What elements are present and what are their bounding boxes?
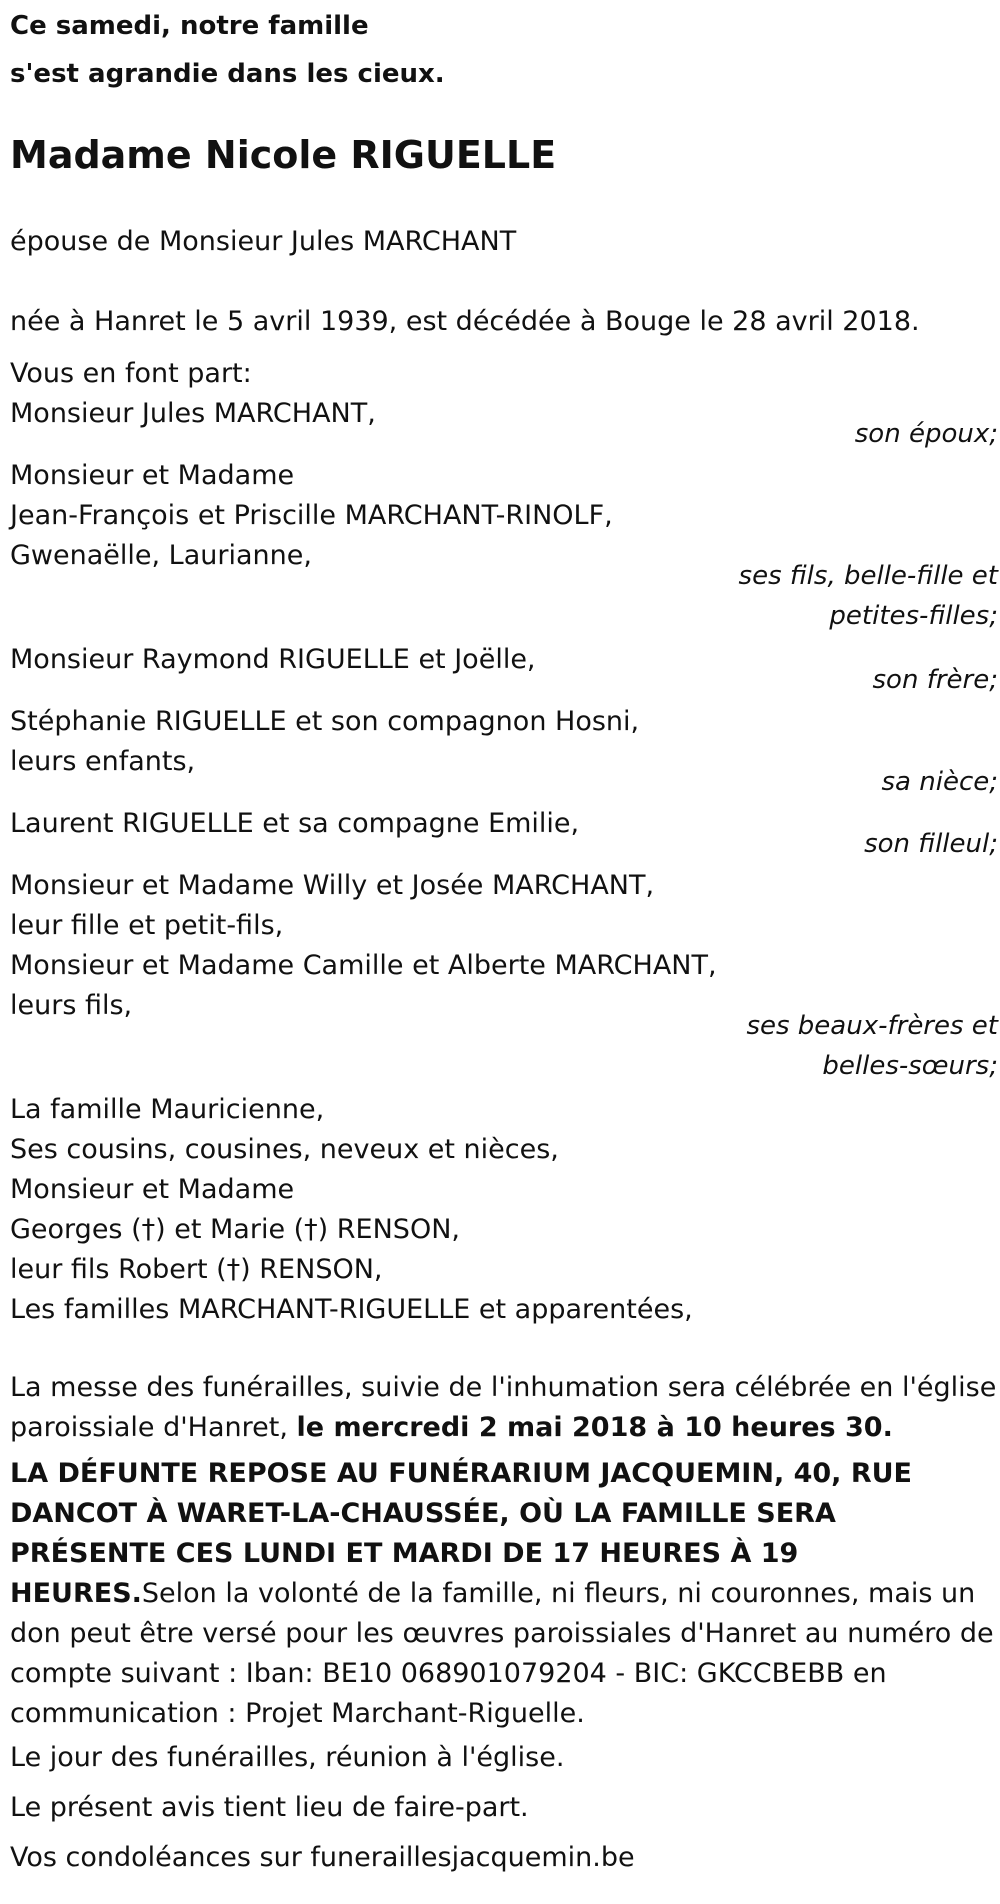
mass-date: le mercredi 2 mai 2018 à 10 heures 30.: [296, 1412, 893, 1443]
intro-line-2: s'est agrandie dans les cieux.: [10, 59, 445, 89]
family-line: Monsieur et Madame: [10, 1174, 295, 1205]
family-line: leur fils Robert (†) RENSON,: [10, 1254, 383, 1285]
family-line: Gwenaëlle, Laurianne,: [10, 540, 312, 571]
family-line: Stéphanie RIGUELLE et son compagnon Hosni,: [10, 706, 640, 737]
reposes-text: LA DÉFUNTE REPOSE AU FUNÉRARIUM JACQUEMIN, 40, RUE DANCOT À WARET-LA-CHAUSSÉE, OÙ LA FAMILLE SERA PRÉSENTE CES LUNDI ET MARDI DE 17 HEURES À 19 HEURES.: [10, 1458, 912, 1609]
family-relation: son frère;: [872, 665, 998, 695]
family-entry: [10, 804, 579, 844]
mass-paragraph: [10, 1368, 998, 1448]
family-line: Les familles MARCHANT-RIGUELLE et apparentées,: [10, 1294, 693, 1325]
birth-death-line: née à Hanret le 5 avril 1939, est décédée à Bouge le 28 avril 2018.: [10, 306, 920, 337]
family-line: Monsieur et Madame: [10, 460, 295, 491]
meeting-paragraph: Le jour des funérailles, réunion à l'église.: [10, 1742, 565, 1773]
reposes-paragraph: [10, 1454, 998, 1734]
family-entry: [10, 702, 639, 782]
family-relation: son filleul;: [864, 829, 998, 859]
family-line: leurs fils,: [10, 990, 133, 1021]
spouse-line: épouse de Monsieur Jules MARCHANT: [10, 226, 517, 257]
condolences-paragraph: Vos condoléances sur funeraillesjacquemin.be: [10, 1842, 635, 1873]
family-line: Monsieur et Madame Willy et Josée MARCHANT,: [10, 870, 655, 901]
notice-paragraph: Le présent avis tient lieu de faire-part.: [10, 1792, 529, 1823]
family-relation: ses fils, belle-fille et petites-filles;: [738, 561, 998, 631]
announce-label: Vous en font part:: [10, 358, 252, 389]
family-line: Ses cousins, cousines, neveux et nièces,: [10, 1134, 559, 1165]
family-line: Jean-François et Priscille MARCHANT-RINOLF,: [10, 500, 613, 531]
family-relation: son époux;: [854, 419, 998, 449]
family-line: Monsieur Raymond RIGUELLE et Joëlle,: [10, 644, 536, 675]
family-line: Monsieur Jules MARCHANT,: [10, 398, 376, 429]
mass-text: La messe des funérailles, suivie de l'inhumation sera célébrée en l'église paroissiale d'Hanret,: [10, 1372, 997, 1443]
deceased-name: Madame Nicole RIGUELLE: [10, 133, 557, 177]
family-line: leurs enfants,: [10, 746, 196, 777]
family-entry: [10, 456, 613, 576]
family-entry: [10, 866, 717, 1026]
intro-text: [10, 2, 445, 98]
family-line: Monsieur et Madame Camille et Alberte MARCHANT,: [10, 950, 717, 981]
family-line: leur fille et petit-fils,: [10, 910, 284, 941]
family-line: La famille Mauricienne,: [10, 1094, 325, 1125]
family-relation: ses beaux-frères et belles-sœurs;: [746, 1011, 998, 1081]
family-line: Laurent RIGUELLE et sa compagne Emilie,: [10, 808, 580, 839]
donation-text: Selon la volonté de la famille, ni fleurs, ni couronnes, mais un don peut être versé pour les œuvres paroissiales d'Hanret au numéro de compte suivant : Iban: BE10 068901079204 - BIC: GKCCBEBB en communication : Projet Marchant-Riguelle.: [10, 1578, 994, 1729]
family-line: Georges (†) et Marie (†) RENSON,: [10, 1214, 460, 1245]
intro-line-1: Ce samedi, notre famille: [10, 11, 369, 41]
family-entry: [10, 394, 376, 434]
family-relation: sa nièce;: [881, 767, 998, 797]
family-entry: [10, 1090, 693, 1330]
family-entry: [10, 640, 536, 680]
